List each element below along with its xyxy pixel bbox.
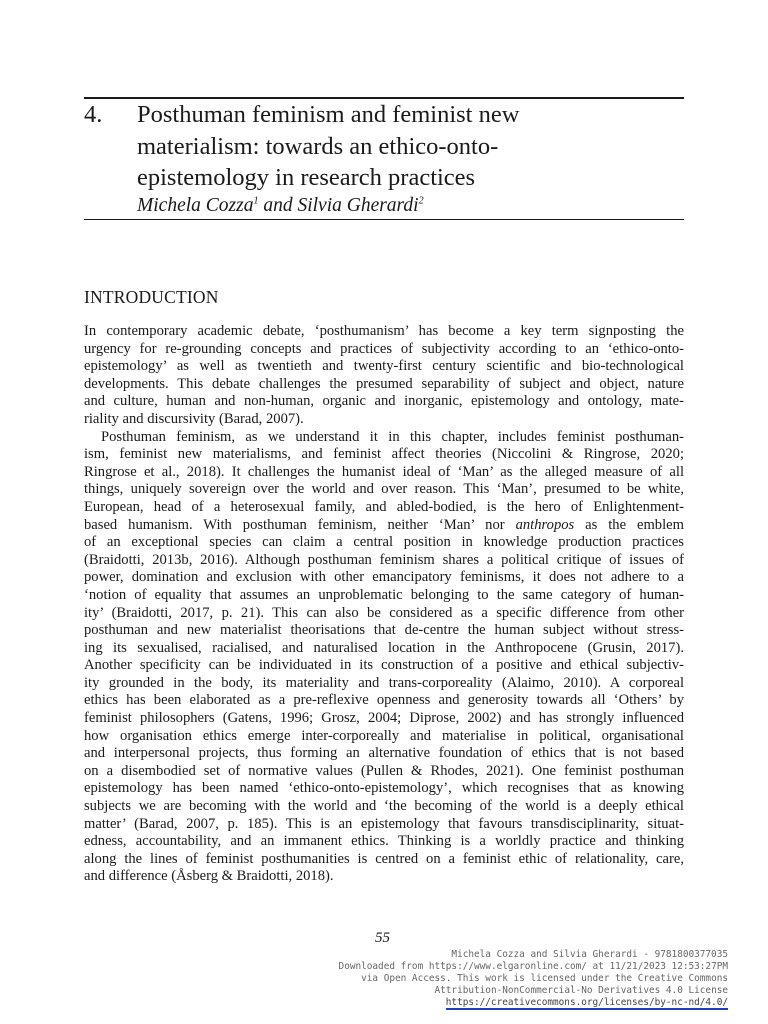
page-number: 55 bbox=[375, 930, 390, 946]
text-line: of an exceptional species can claim a central position in knowledge production practices bbox=[84, 534, 684, 551]
text-line: ‘notion of equality that assumes an unproblematic belonging to the same category of human- bbox=[84, 586, 684, 603]
text-line: on a disembodied set of normative values (Pullen & Rhodes, 2021). One feminist posthuman bbox=[84, 762, 684, 779]
footer-line: Downloaded from https://www.elgaronline.com/ at 11/21/2023 12:53:27PM bbox=[338, 961, 728, 972]
text-segment: as the emblem bbox=[574, 516, 684, 533]
paragraph bbox=[84, 429, 684, 886]
text-line: along the lines of feminist posthumanities is centred on a feminist ethic of relationality, care, bbox=[84, 850, 684, 867]
text-line: (Braidotti, 2013b, 2016). Although posthuman feminism shares a political critique of issues of bbox=[84, 551, 684, 568]
author-footnote-marker[interactable]: 1 bbox=[253, 195, 259, 207]
italic-term: anthropos bbox=[515, 516, 575, 533]
bottom-rule bbox=[84, 219, 684, 220]
text-line: epistemology has been named ‘ethico-onto-epistemology’, which recognises that as knowing bbox=[84, 780, 684, 797]
text-line: things, uniquely sovereign over the world and over reason. This ‘Man’, presumed to be white, bbox=[84, 481, 684, 498]
text-line: Ringrose et al., 2018). It challenges the humanist ideal of ‘Man’ as the alleged measure of all bbox=[84, 463, 684, 480]
section-heading: INTRODUCTION bbox=[84, 287, 219, 307]
chapter-title-line: epistemology in research practices bbox=[137, 164, 476, 191]
text-line: and interpersonal projects, thus forming an alternative foundation of ethics that is not based bbox=[84, 745, 684, 762]
text-segment: based humanism. With posthuman feminism, neither ‘Man’ nor bbox=[84, 516, 516, 533]
text-line: how organisation ethics emerge inter-corporeally and materialise in political, organisational bbox=[84, 727, 684, 744]
download-footer bbox=[308, 949, 728, 1010]
text-line: power, domination and exclusion with other emancipatory feminisms, it does not adhere to a bbox=[84, 569, 684, 586]
text-line-with-italic bbox=[84, 517, 684, 535]
chapter-title-line: Posthuman feminism and feminist new bbox=[137, 101, 520, 128]
text-line: ity grounded in the body, its materiality and trans-corporeality (Alaimo, 2010). A corporeal bbox=[84, 674, 684, 691]
chapter-authors bbox=[137, 195, 424, 217]
text-line: Another specificity can be individuated in its construction of a positive and ethical subjectiv- bbox=[84, 657, 684, 674]
text-line: ethics has been elaborated as a pre-reflexive openness and generosity towards all ‘Others’ by bbox=[84, 692, 684, 709]
chapter-number: 4. bbox=[84, 101, 103, 128]
text-line: European, head of a heterosexual family, and abled-bodied, is the hero of Enlightenment- bbox=[84, 498, 684, 515]
text-line: edness, accountability, and an immanent ethics. Thinking is a worldly practice and thinking bbox=[84, 833, 684, 850]
chapter-title-line: materialism: towards an ethico-onto- bbox=[137, 132, 499, 160]
author-conjunction: and bbox=[258, 195, 298, 216]
text-line: In contemporary academic debate, ‘posthumanism’ has become a key term signposting the bbox=[84, 323, 684, 339]
body-text bbox=[84, 323, 684, 886]
footer-line: Michela Cozza and Silvia Gherardi - 9781800377035 bbox=[451, 949, 728, 960]
author-name: Silvia Gherardi bbox=[297, 195, 419, 216]
author-footnote-marker[interactable]: 2 bbox=[418, 195, 424, 207]
text-line: developments. This debate challenges the presumed separability of subject and object, nature bbox=[84, 375, 684, 392]
text-line: urgency for re-grounding concepts and practices of subjectivity according to an ‘ethico-onto- bbox=[84, 340, 684, 357]
text-line: matter’ (Barad, 2007, p. 185). This is an epistemology that favours transdisciplinarity, situat- bbox=[84, 815, 684, 832]
text-line: epistemology’ as well as twentieth and twenty-first century scientific and bio-technological bbox=[84, 358, 684, 375]
footer-line: Attribution-NonCommercial-No Derivatives 4.0 License bbox=[434, 985, 728, 996]
text-line: posthuman and new materialist theorisations that de-centre the human subject without stress- bbox=[84, 622, 684, 639]
text-line: and difference (Åsberg & Braidotti, 2018). bbox=[84, 868, 334, 885]
paragraph bbox=[84, 323, 684, 429]
text-line: and culture, human and non-human, organic and inorganic, epistemology and ontology, mate- bbox=[84, 393, 684, 410]
text-line: Posthuman feminism, as we understand it in this chapter, includes feminist posthuman- bbox=[101, 428, 684, 445]
text-line: ity’ (Braidotti, 2017, p. 21). This can also be considered as a specific difference from other bbox=[84, 604, 684, 621]
license-link[interactable]: https://creativecommons.org/licenses/by-nc-nd/4.0/ bbox=[445, 997, 728, 1008]
text-line: subjects we are becoming with the world and ‘the becoming of the world is a deeply ethical bbox=[84, 798, 684, 815]
footer-line: via Open Access. This work is licensed under the Creative Commons bbox=[361, 973, 728, 984]
text-line: ism, feminist new materialisms, and feminist affect theories (Niccolini & Ringrose, 2020; bbox=[84, 446, 684, 463]
text-line: ing its sexualised, racialised, and naturalised location in the Anthropocene (Grusin, 2017). bbox=[84, 639, 684, 656]
chapter-title bbox=[137, 99, 677, 194]
text-line: riality and discursivity (Barad, 2007). bbox=[84, 410, 304, 427]
author-name: Michela Cozza bbox=[137, 195, 254, 216]
text-line: feminist philosophers (Gatens, 1996; Grosz, 2004; Diprose, 2002) and has strongly influenced bbox=[84, 710, 684, 727]
